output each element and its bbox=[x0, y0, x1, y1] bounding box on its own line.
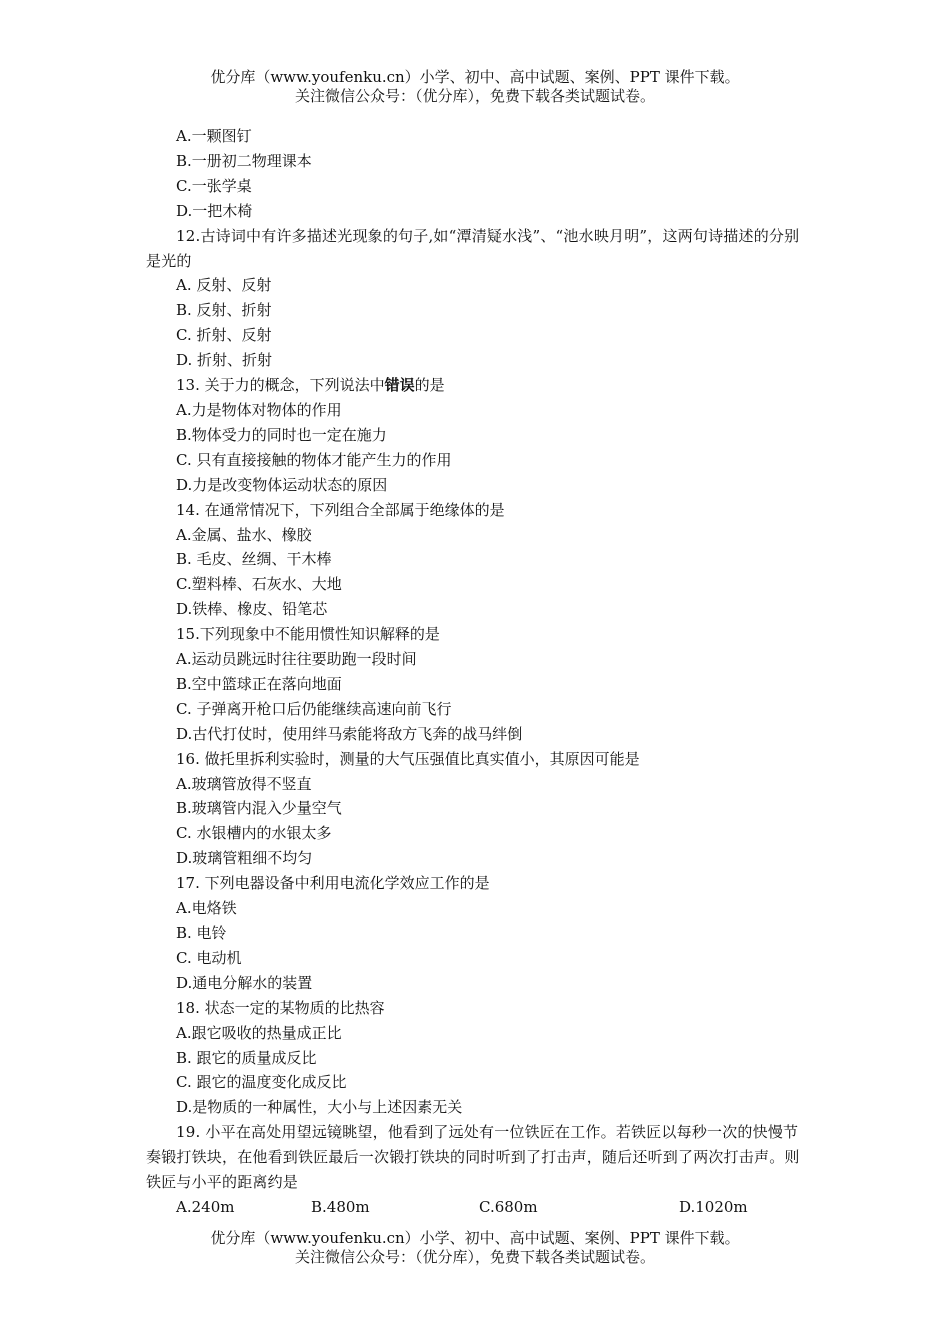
q11-option-d: D.一把木椅 bbox=[176, 201, 253, 220]
q17-stem: 17. 下列电器设备中利用电流化学效应工作的是 bbox=[176, 874, 490, 893]
page-footer bbox=[0, 1229, 950, 1267]
q14-option-c: C.塑料棒、石灰水、大地 bbox=[176, 575, 342, 594]
q14-option-d: D.铁棒、橡皮、铅笔芯 bbox=[176, 600, 328, 619]
q19-option-d: D.1020m bbox=[679, 1197, 748, 1216]
q14-option-b: B. 毛皮、丝绸、干木棒 bbox=[176, 550, 332, 569]
q14-stem: 14. 在通常情况下，下列组合全部属于绝缘体的是 bbox=[176, 500, 505, 519]
q12-option-a: A. 反射、反射 bbox=[176, 276, 272, 295]
q12-stem: 12.古诗词中有许多描述光现象的句子,如“潭清疑水浅”、“池水映月明”，这两句诗描述的分别是光的 bbox=[146, 226, 800, 270]
q15-option-a: A.运动员跳远时往往要助跑一段时间 bbox=[176, 650, 417, 669]
q15-option-c: C. 子弹离开枪口后仍能继续高速向前飞行 bbox=[176, 699, 452, 718]
page-header bbox=[0, 68, 950, 106]
q16-stem: 16. 做托里拆利实验时，测量的大气压强值比真实值小，其原因可能是 bbox=[176, 749, 640, 768]
q19-option-a: A.240m bbox=[176, 1197, 235, 1216]
q19-option-c: C.680m bbox=[479, 1197, 538, 1216]
q15-stem: 15.下列现象中不能用惯性知识解释的是 bbox=[176, 625, 440, 644]
q12-option-d: D. 折射、折射 bbox=[176, 351, 273, 370]
q13-stem-pre: 13. 关于力的概念，下列说法中 bbox=[176, 376, 385, 395]
q19-options bbox=[146, 1195, 810, 1220]
q13-stem-post: 的是 bbox=[414, 376, 445, 395]
q13-stem-bold: 错误 bbox=[384, 376, 415, 395]
q13-option-c: C. 只有直接接触的物体才能产生力的作用 bbox=[176, 450, 452, 469]
q18-option-c: C. 跟它的温度变化成反比 bbox=[176, 1073, 347, 1092]
q14-option-a: A.金属、盐水、橡胶 bbox=[176, 525, 312, 544]
q16-option-c: C. 水银槽内的水银太多 bbox=[176, 824, 332, 843]
q11-option-c: C.一张学桌 bbox=[176, 176, 252, 195]
footer-line-1: 优分库（www.youfenku.cn）小学、初中、高中试题、案例、PPT 课件下载。 bbox=[210, 1229, 740, 1247]
q17-option-d: D.通电分解水的装置 bbox=[176, 973, 313, 992]
q16-option-a: A.玻璃管放得不竖直 bbox=[176, 774, 312, 793]
q13-stem bbox=[146, 373, 810, 398]
q15-option-d: D.古代打仗时，使用绊马索能将敌方飞奔的战马绊倒 bbox=[176, 724, 523, 743]
q13-option-d: D.力是改变物体运动状态的原因 bbox=[176, 475, 388, 494]
q18-option-d: D.是物质的一种属性，大小与上述因素无关 bbox=[176, 1098, 463, 1117]
q16-option-d: D.玻璃管粗细不均匀 bbox=[176, 849, 313, 868]
q19-stem: 19. 小平在高处用望远镜眺望，他看到了远处有一位铁匠在工作。若铁匠以每秒一次的快慢节奏锻打铁块，在他看到铁匠最后一次锻打铁块的同时听到了打击声，随后还听到了两次打击声。则铁匠与小平的距离约是 bbox=[146, 1123, 800, 1192]
q17-option-c: C. 电动机 bbox=[176, 948, 242, 967]
q19-option-b: B.480m bbox=[311, 1197, 370, 1216]
q11-option-a: A.一颗图钉 bbox=[176, 127, 252, 145]
q13-option-a: A.力是物体对物体的作用 bbox=[176, 400, 342, 419]
q12-option-b: B. 反射、折射 bbox=[176, 301, 272, 320]
footer-line-2: 关注微信公众号：（优分库），免费下载各类试题试卷。 bbox=[294, 1248, 655, 1266]
header-line-2: 关注微信公众号：（优分库），免费下载各类试题试卷。 bbox=[294, 87, 655, 105]
header-line-1: 优分库（www.youfenku.cn）小学、初中、高中试题、案例、PPT 课件下载。 bbox=[210, 68, 740, 86]
q18-option-b: B. 跟它的质量成反比 bbox=[176, 1048, 317, 1067]
q16-option-b: B.玻璃管内混入少量空气 bbox=[176, 799, 342, 818]
q17-option-b: B. 电铃 bbox=[176, 924, 227, 942]
question-list bbox=[146, 124, 810, 1220]
q15-option-b: B.空中篮球正在落向地面 bbox=[176, 674, 342, 693]
q18-stem: 18. 状态一定的某物质的比热容 bbox=[176, 998, 385, 1017]
q11-option-b: B.一册初二物理课本 bbox=[176, 151, 312, 170]
q18-option-a: A.跟它吸收的热量成正比 bbox=[176, 1023, 342, 1042]
q17-option-a: A.电烙铁 bbox=[176, 899, 237, 918]
q13-option-b: B.物体受力的同时也一定在施力 bbox=[176, 425, 387, 444]
q12-option-c: C. 折射、反射 bbox=[176, 326, 272, 345]
